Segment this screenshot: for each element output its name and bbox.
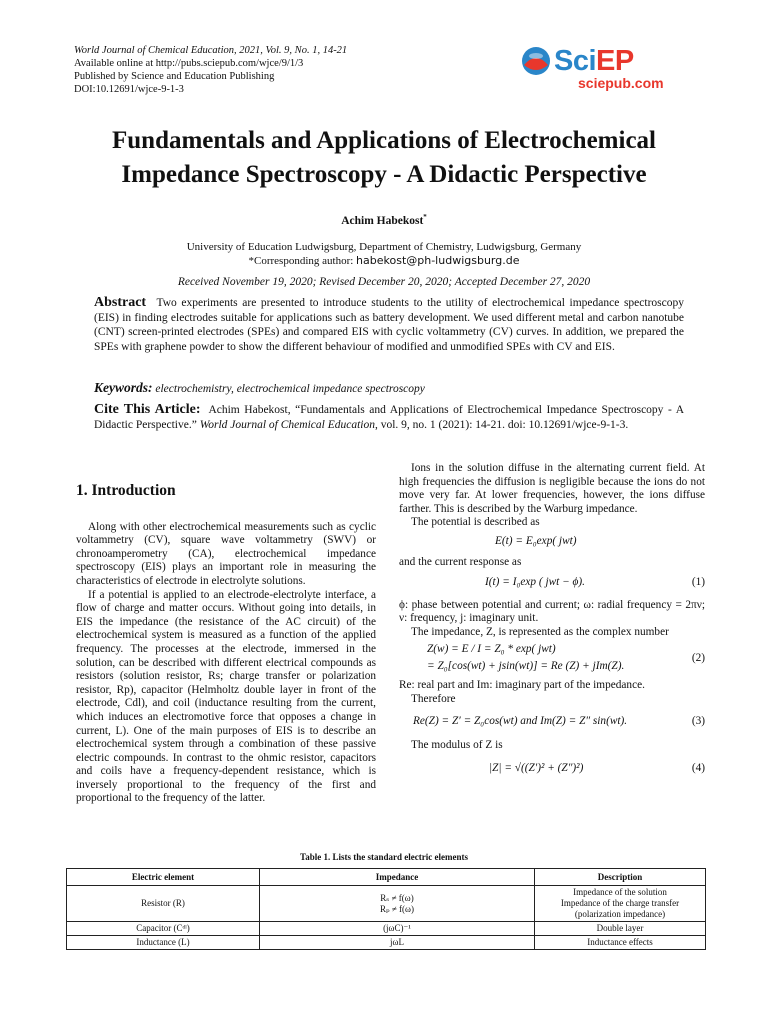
intro-paragraph-2: If a potential is applied to an electrode-electrolyte interface, a flow of charge and matter occurs. Without going into details, in EIS the impedance (the resistance of the AC circuit) of the electrochemical system is measured as a function of the applied frequency. The processes at the electrode, immersed in the solution, can be described with different electrical compounds as resistors (solution resistor, Rs; charge transfer or polarization resistor, Rp), capacitor (Helmholtz double layer in front of the electrode, Cdl), and coil (inductance resulting from the current, which induces an electromotive force that opposes a change in current, L). One of the main purposes of EIS is to describe an electrochemical system through a combination of these passive electric compounds. In contrast to the ohmic resistor, capacitors and coils have a frequency-dependent resistance, which is inversely proportional to the frequency of the first and proportional to the frequency of the latter. — [76, 588, 376, 805]
right-paragraph-5: The impedance, Z, is represented as the complex number — [411, 625, 669, 638]
cell-element: Resistor (R) — [67, 886, 260, 922]
publisher-line: Published by Science and Education Publishing — [74, 71, 275, 82]
abstract-text: Two experiments are presented to introduce students to the utility of electrochemical impedance spectroscopy (EIS) in finding electrodes suitable for applications such as battery development. We used different metal and carbon nanotube (CNT) screen-printed electrodes (SPEs) and compared EIS with cyclic voltammetry (CV) curves. In addition, we prepared the SPEs with graphene powder to show the different behaviour of modified and unmodified SPEs with CV and EIS. — [94, 297, 684, 353]
cite-heading: Cite This Article: — [94, 402, 201, 417]
cite-text-a: Achim Habekost, “Fundamentals and Applications of Electrochemical Impedance Spectroscopy - A Didactic Perspective.” — [94, 404, 685, 431]
cell-impedance: jωL — [260, 936, 535, 950]
article-title — [60, 124, 708, 192]
equation-potential-expr: E(t) = E₀exp( jwt) — [495, 534, 577, 547]
header-description: Description — [535, 869, 706, 886]
author-mark: * — [423, 213, 427, 221]
right-column — [399, 462, 705, 782]
equation-4 — [399, 752, 705, 782]
abstract — [94, 296, 684, 354]
impedance-line: Rₛ ≠ f(ω) — [380, 892, 414, 903]
equation-2-line-1: Z(w) = E / I = Z₀ * exp( jwt) — [427, 643, 556, 656]
article-dates: Received November 19, 2020; Revised December 20, 2020; Accepted December 27, 2020 — [177, 276, 591, 288]
author-line — [0, 213, 768, 227]
affiliation: University of Education Ludwigsburg, Department of Chemistry, Ludwigsburg, Germany — [186, 241, 582, 253]
equation-1-expr: I(t) = I₀exp ( jwt − ϕ). — [485, 575, 585, 588]
right-paragraph-8: The modulus of Z is — [411, 738, 503, 751]
equation-3 — [399, 707, 705, 737]
equation-3-expr: Re(Z) = Z′ = Z₀cos(wt) and Im(Z) = Z″ sin(wt). — [413, 714, 628, 727]
cite-journal: World Journal of Chemical Education — [199, 418, 375, 431]
logo-domain: sciepub.com — [578, 75, 664, 91]
sciep-logo[interactable] — [520, 44, 700, 94]
left-column — [76, 460, 376, 806]
keywords-text: electrochemistry, electrochemical impedance spectroscopy — [155, 383, 425, 395]
author-name: Achim Habekost — [341, 214, 424, 227]
right-paragraph-7: Therefore — [411, 692, 456, 705]
right-paragraph-6: Re: real part and Im: imaginary part of the impedance. — [399, 679, 645, 692]
impedance-line: Rₚ ≠ f(ω) — [380, 903, 414, 914]
table-row — [67, 922, 706, 936]
header-electric-element: Electric element — [67, 869, 260, 886]
cell-element: Capacitor (Cᵈˡ) — [67, 922, 260, 936]
keywords-heading: Keywords: — [94, 380, 153, 395]
corresponding-author — [0, 254, 768, 267]
section-heading-introduction: 1. Introduction — [76, 482, 176, 499]
equation-4-expr: |Z| = √((Z′)² + (Z″)²) — [489, 762, 584, 775]
cell-description: Double layer — [535, 922, 706, 936]
cite-text-b: , vol. 9, no. 1 (2021): 14-21. doi: 10.12691/wjce-9-1-3. — [374, 418, 629, 431]
cell-impedance — [260, 886, 535, 922]
sciep-orb-icon — [520, 45, 552, 77]
equation-4-number: (4) — [691, 762, 705, 775]
journal-info — [74, 44, 347, 96]
logo-wordmark: SciEP — [554, 44, 634, 77]
corresponding-email[interactable]: habekost@ph-ludwigsburg.de — [356, 254, 520, 267]
equation-1 — [399, 570, 705, 596]
description-line: Impedance of the charge transfer — [560, 898, 680, 908]
table-row — [67, 936, 706, 950]
equation-potential — [399, 530, 705, 556]
equation-3-number: (3) — [691, 714, 705, 727]
cell-impedance: (jωC)⁻¹ — [260, 922, 535, 936]
doi-line[interactable]: DOI:10.12691/wjce-9-1-3 — [74, 84, 184, 95]
right-paragraph-2: The potential is described as — [411, 516, 540, 529]
table-caption: Table 1. Lists the standard electric elements — [300, 852, 468, 862]
keywords — [94, 380, 684, 396]
title-line-2: Impedance Spectroscopy - A Didactic Perspective — [121, 161, 647, 188]
title-line-1: Fundamentals and Applications of Electrochemical — [111, 127, 656, 154]
description-line: Impedance of the solution — [573, 887, 667, 897]
intro-paragraph-1: Along with other electrochemical measurements such as cyclic voltammetry (CV), square wave voltammetry (SWV) or chronoamperometry (CA), electrochemical impedance spectroscopy (EIS) plays an important role in measuring the characteristics of electrode in electrolyte solutions. — [76, 520, 376, 587]
electric-elements-table — [66, 868, 706, 950]
equation-2 — [399, 639, 705, 679]
table-header-row — [67, 869, 706, 886]
availability-line[interactable]: Available online at http://pubs.sciepub.com/wjce/9/1/3 — [74, 58, 304, 69]
cite-this-article — [94, 403, 684, 432]
cell-description — [535, 886, 706, 922]
cell-element: Inductance (L) — [67, 936, 260, 950]
corresponding-label: *Corresponding author: — [248, 255, 354, 267]
equation-1-number: (1) — [691, 575, 705, 588]
right-paragraph-1: Ions in the solution diffuse in the alternating current field. At high frequencies the diffusion is negligible because the ions do not move very far. At lower frequencies, however, the ions diffuse farther. This is described by the Warburg impedance. — [399, 462, 705, 515]
header-impedance: Impedance — [260, 869, 535, 886]
journal-citation-line: World Journal of Chemical Education, 2021, Vol. 9, No. 1, 14-21 — [74, 45, 348, 56]
right-paragraph-4: ϕ: phase between potential and current; ω: radial frequency = 2πν; ν: frequency, j: imaginary unit. — [399, 598, 705, 625]
right-paragraph-3: and the current response as — [399, 555, 522, 568]
description-line: (polarization impedance) — [574, 909, 666, 919]
equation-2-number: (2) — [691, 652, 705, 665]
equation-2-line-2: = Z₀[cos(wt) + jsin(wt)] = Re (Z) + jIm(Z). — [427, 660, 625, 673]
table-row — [67, 886, 706, 922]
cell-description: Inductance effects — [535, 936, 706, 950]
abstract-heading: Abstract — [94, 295, 147, 310]
